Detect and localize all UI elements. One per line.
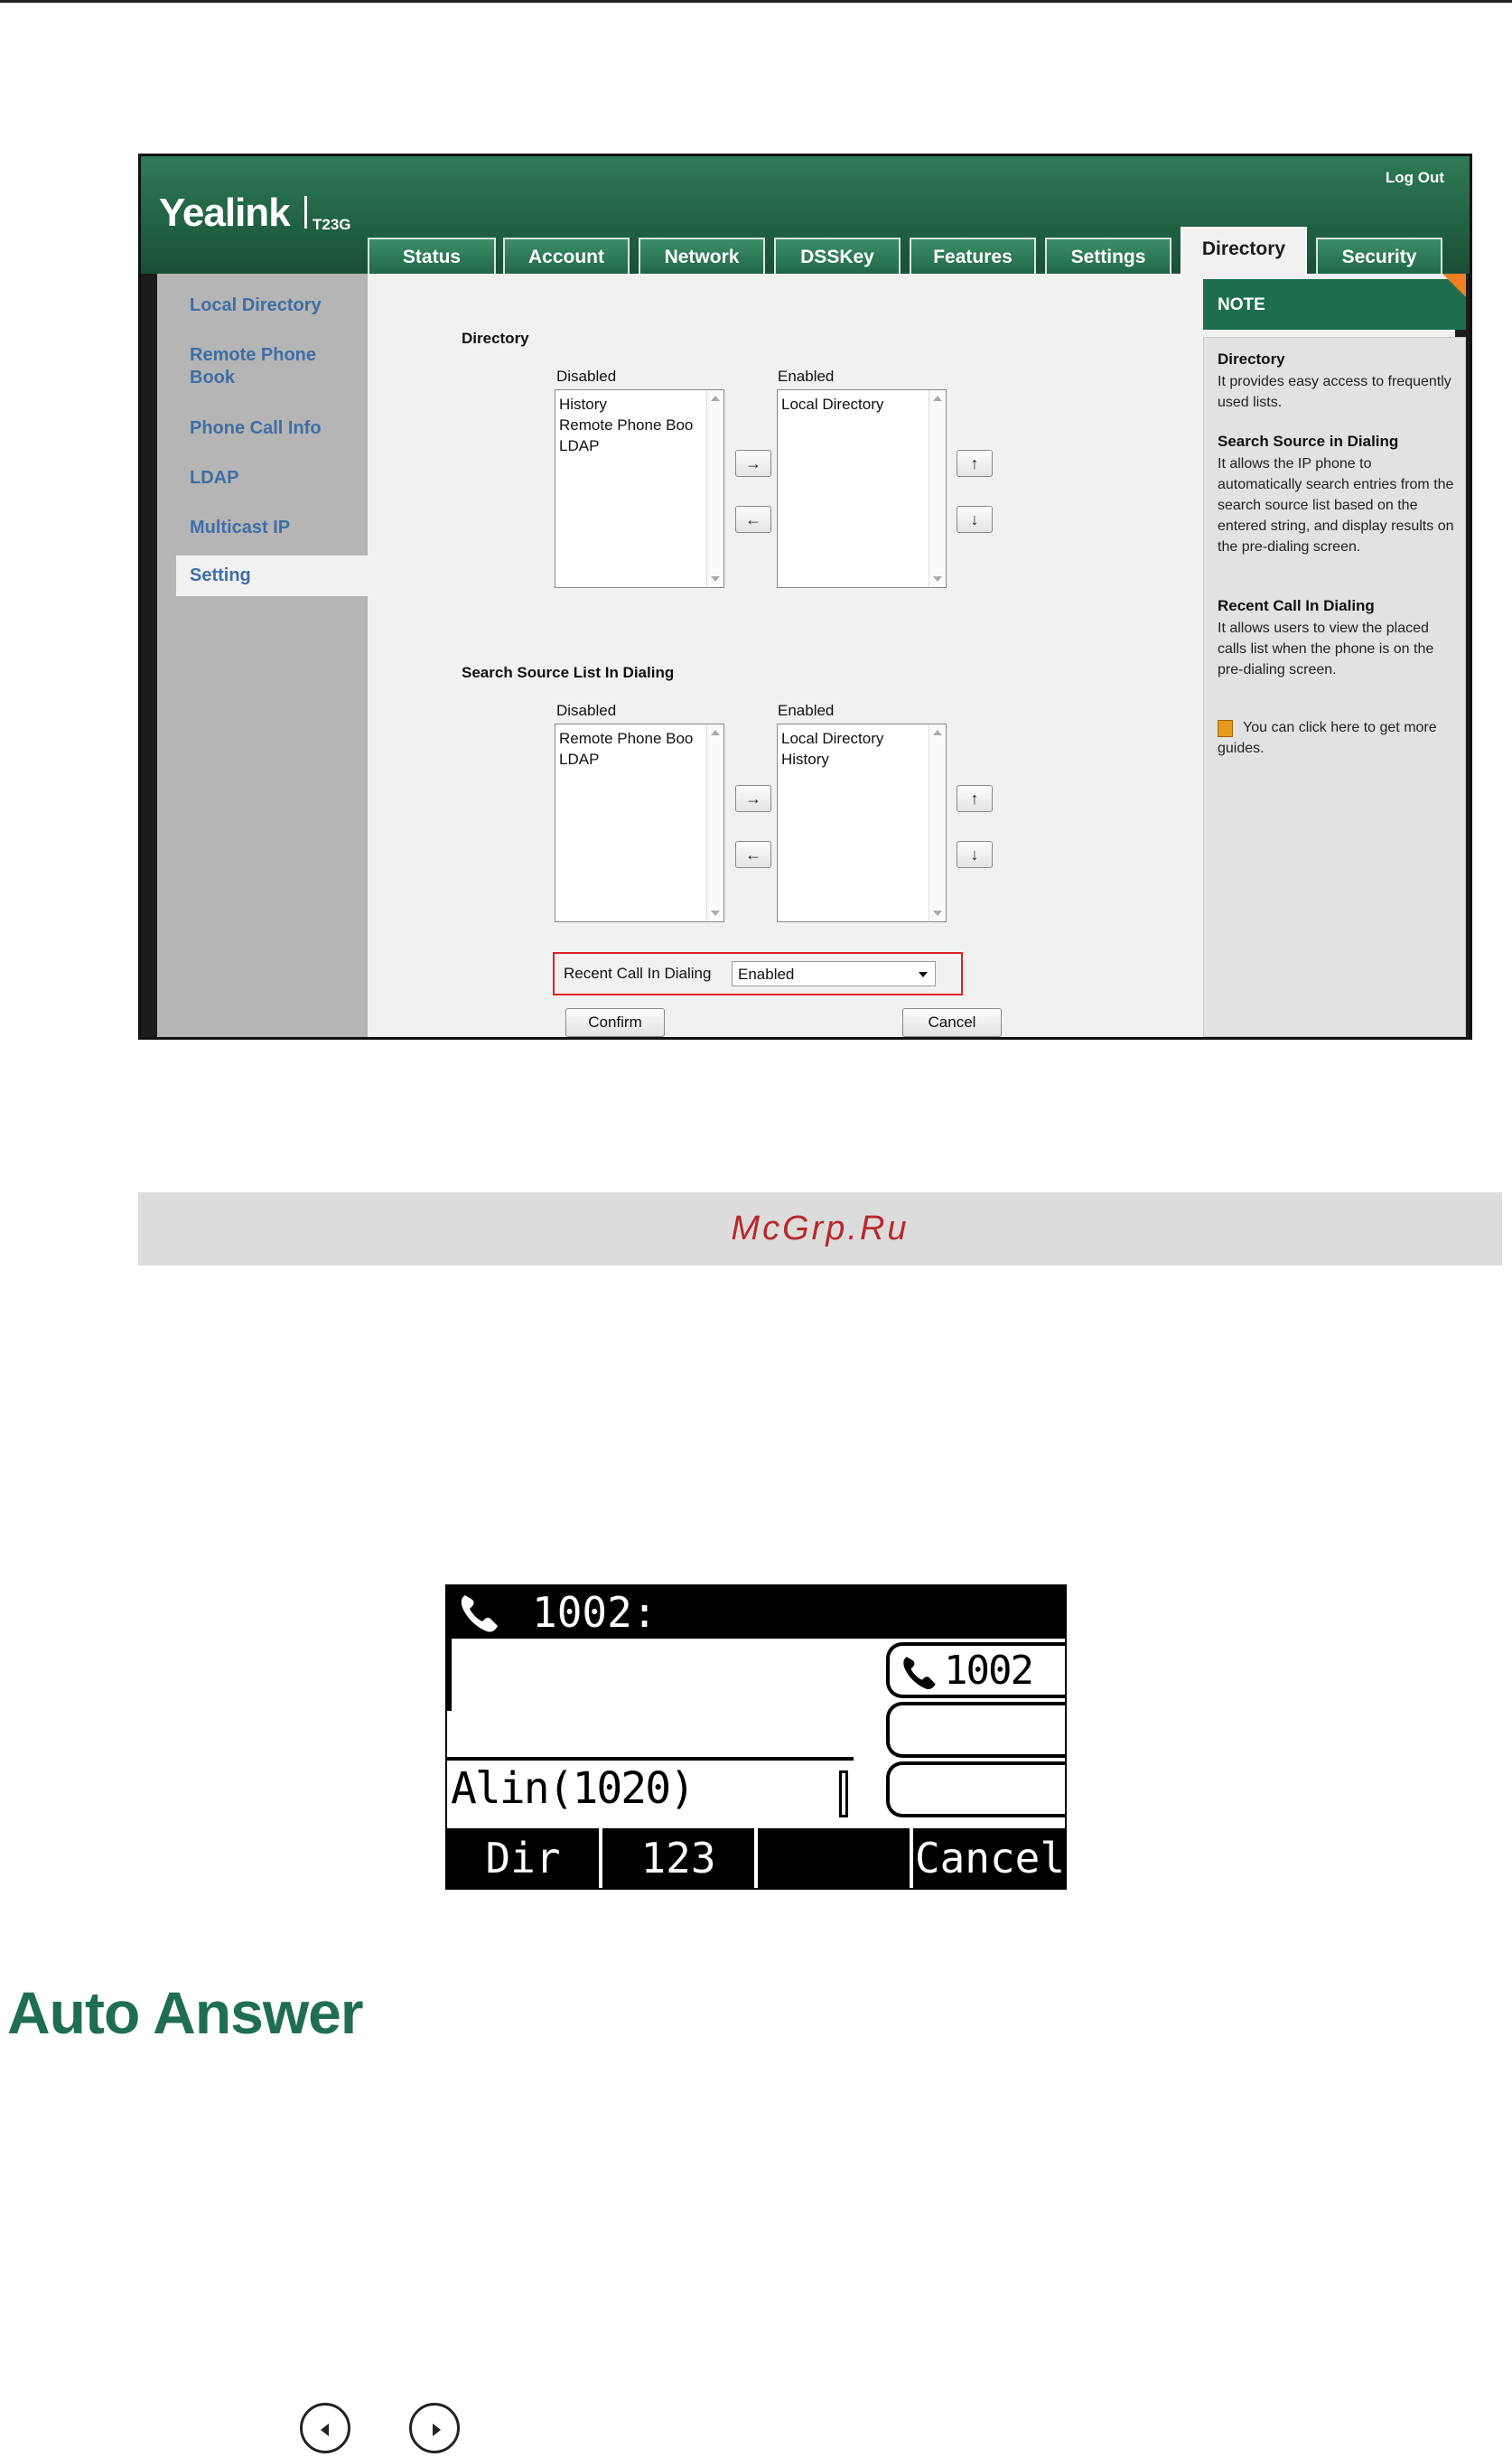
list-item[interactable]: Local Directory — [781, 730, 884, 747]
move-right-button[interactable]: → — [735, 450, 771, 477]
sidebar-item-local-directory[interactable]: Local Directory — [190, 295, 322, 315]
lcd-title-bar — [447, 1586, 1065, 1639]
phone-lcd-screen — [445, 1584, 1067, 1890]
note-recent-text: It allows users to view the placed calls list when the phone is on the pre-dialing screen. — [1218, 621, 1434, 677]
header-bar — [141, 156, 1470, 274]
move-down-button[interactable]: ↓ — [957, 841, 993, 868]
directory-enabled-list[interactable] — [777, 389, 947, 588]
list-item[interactable]: History — [781, 751, 829, 768]
scroll-up-arrow-icon[interactable] — [933, 396, 942, 401]
line-key-1[interactable] — [886, 1642, 1067, 1698]
phone-handset-icon — [458, 1592, 503, 1633]
move-left-button[interactable]: ← — [735, 506, 771, 533]
model-label: T23G — [313, 216, 351, 233]
page-top-rule — [0, 0, 1512, 3]
tab-settings[interactable]: Settings — [1045, 238, 1171, 276]
scroll-up-arrow-icon[interactable] — [711, 396, 720, 401]
content-area — [157, 274, 1455, 1037]
list-scrollbar[interactable] — [929, 724, 946, 921]
tab-account[interactable]: Account — [503, 238, 630, 276]
scroll-down-arrow-icon[interactable] — [711, 911, 720, 916]
list-scrollbar[interactable] — [706, 724, 723, 921]
search-disabled-label: Disabled — [556, 702, 617, 719]
line-key-2[interactable] — [886, 1702, 1067, 1758]
recent-call-select[interactable] — [732, 961, 936, 986]
list-item[interactable]: Local Directory — [781, 396, 884, 413]
search-source-section-title: Search Source List In Dialing — [462, 664, 675, 681]
softkey-blank[interactable] — [758, 1828, 910, 1888]
text-cursor — [839, 1770, 848, 1817]
line-key-label: 1002 — [944, 1648, 1032, 1694]
phone-handset-icon — [901, 1653, 940, 1691]
note-search-text: It allows the IP phone to automatically search entries from the search source list based on the entered string, and display results on the pre-dialing screen. — [1218, 456, 1454, 555]
lcd-edge-bar — [447, 1639, 452, 1711]
sidebar-item-multicast-ip[interactable]: Multicast IP — [190, 518, 291, 537]
directory-disabled-list[interactable] — [555, 389, 724, 588]
list-item[interactable]: LDAP — [559, 437, 600, 454]
line-key-3[interactable] — [886, 1761, 1067, 1817]
watermark-text: McGrp.Ru — [731, 1210, 910, 1247]
softkey-dir[interactable]: Dir — [485, 1834, 561, 1882]
sidebar — [157, 274, 368, 1037]
softkey-123[interactable]: 123 — [640, 1834, 716, 1882]
note-search-title: Search Source in Dialing — [1218, 433, 1399, 450]
move-right-button[interactable]: → — [735, 785, 771, 812]
note-body — [1203, 337, 1466, 1037]
search-disabled-list[interactable] — [555, 724, 724, 922]
search-enabled-list[interactable] — [777, 724, 947, 922]
list-scrollbar[interactable] — [929, 390, 946, 587]
note-directory-title: Directory — [1218, 350, 1285, 368]
note-corner-icon — [1442, 274, 1466, 297]
watermark-bar — [138, 1192, 1502, 1266]
move-up-button[interactable]: ↑ — [957, 450, 993, 477]
move-down-button[interactable]: ↓ — [957, 506, 993, 533]
tab-dsskey[interactable]: DSSKey — [774, 238, 901, 276]
move-up-button[interactable]: ↑ — [957, 785, 993, 812]
guide-link[interactable]: You can click here to get more guides. — [1218, 720, 1437, 756]
move-left-button[interactable]: ← — [735, 841, 771, 868]
web-ui-screenshot — [138, 154, 1472, 1040]
scroll-up-arrow-icon[interactable] — [933, 730, 942, 735]
logo-separator — [304, 196, 307, 229]
recent-call-label: Recent Call In Dialing — [564, 965, 712, 982]
list-scrollbar[interactable] — [706, 390, 723, 587]
lcd-input-rule — [447, 1757, 854, 1761]
list-item[interactable]: Remote Phone Boo — [559, 416, 694, 434]
note-panel — [1203, 274, 1466, 1037]
note-directory-text: It provides easy access to frequently used lists. — [1218, 374, 1451, 410]
directory-disabled-label: Disabled — [556, 368, 617, 385]
sidebar-item-setting[interactable]: Setting — [176, 556, 375, 596]
tab-status[interactable]: Status — [368, 238, 496, 276]
scroll-down-arrow-icon[interactable] — [933, 576, 942, 582]
yealink-logo: Yealink — [159, 191, 290, 235]
tab-directory[interactable]: Directory — [1181, 227, 1307, 277]
softkey-bar — [447, 1828, 1065, 1890]
note-header — [1203, 279, 1466, 330]
directory-section-title: Directory — [462, 330, 529, 347]
list-item[interactable]: Remote Phone Boo — [559, 730, 694, 747]
sidebar-item-phone-call-info[interactable]: Phone Call Info — [190, 418, 322, 438]
recent-call-value: Enabled — [738, 966, 795, 983]
dial-input[interactable]: Alin(1020) — [451, 1763, 694, 1814]
sidebar-item-ldap[interactable]: LDAP — [190, 468, 239, 488]
left-arrow-icon — [300, 2403, 350, 2453]
main-tabs — [141, 227, 1470, 274]
directory-enabled-label: Enabled — [778, 368, 835, 385]
search-enabled-label: Enabled — [778, 702, 835, 719]
lcd-title: 1002: — [532, 1588, 658, 1637]
chevron-down-icon — [919, 972, 928, 977]
scroll-down-arrow-icon[interactable] — [933, 911, 942, 916]
confirm-button[interactable]: Confirm — [565, 1008, 665, 1037]
tab-features[interactable]: Features — [910, 238, 1036, 276]
scroll-up-arrow-icon[interactable] — [711, 730, 720, 735]
recent-call-highlight — [553, 952, 963, 995]
cancel-button[interactable]: Cancel — [902, 1008, 1002, 1037]
right-arrow-icon — [409, 2403, 460, 2453]
list-item[interactable]: LDAP — [559, 751, 600, 768]
note-recent-title: Recent Call In Dialing — [1218, 597, 1375, 614]
tab-security[interactable]: Security — [1316, 238, 1442, 276]
section-heading: Auto Answer — [7, 1979, 363, 2046]
softkey-cancel[interactable]: Cancel — [914, 1834, 1066, 1882]
logout-link[interactable]: Log Out — [1385, 169, 1444, 186]
tab-network[interactable]: Network — [639, 238, 765, 276]
sidebar-item-remote-phone-book[interactable]: Remote Phone Book — [190, 345, 317, 388]
list-item[interactable]: History — [559, 396, 607, 413]
note-title: NOTE — [1218, 295, 1265, 314]
scroll-down-arrow-icon[interactable] — [711, 576, 720, 582]
